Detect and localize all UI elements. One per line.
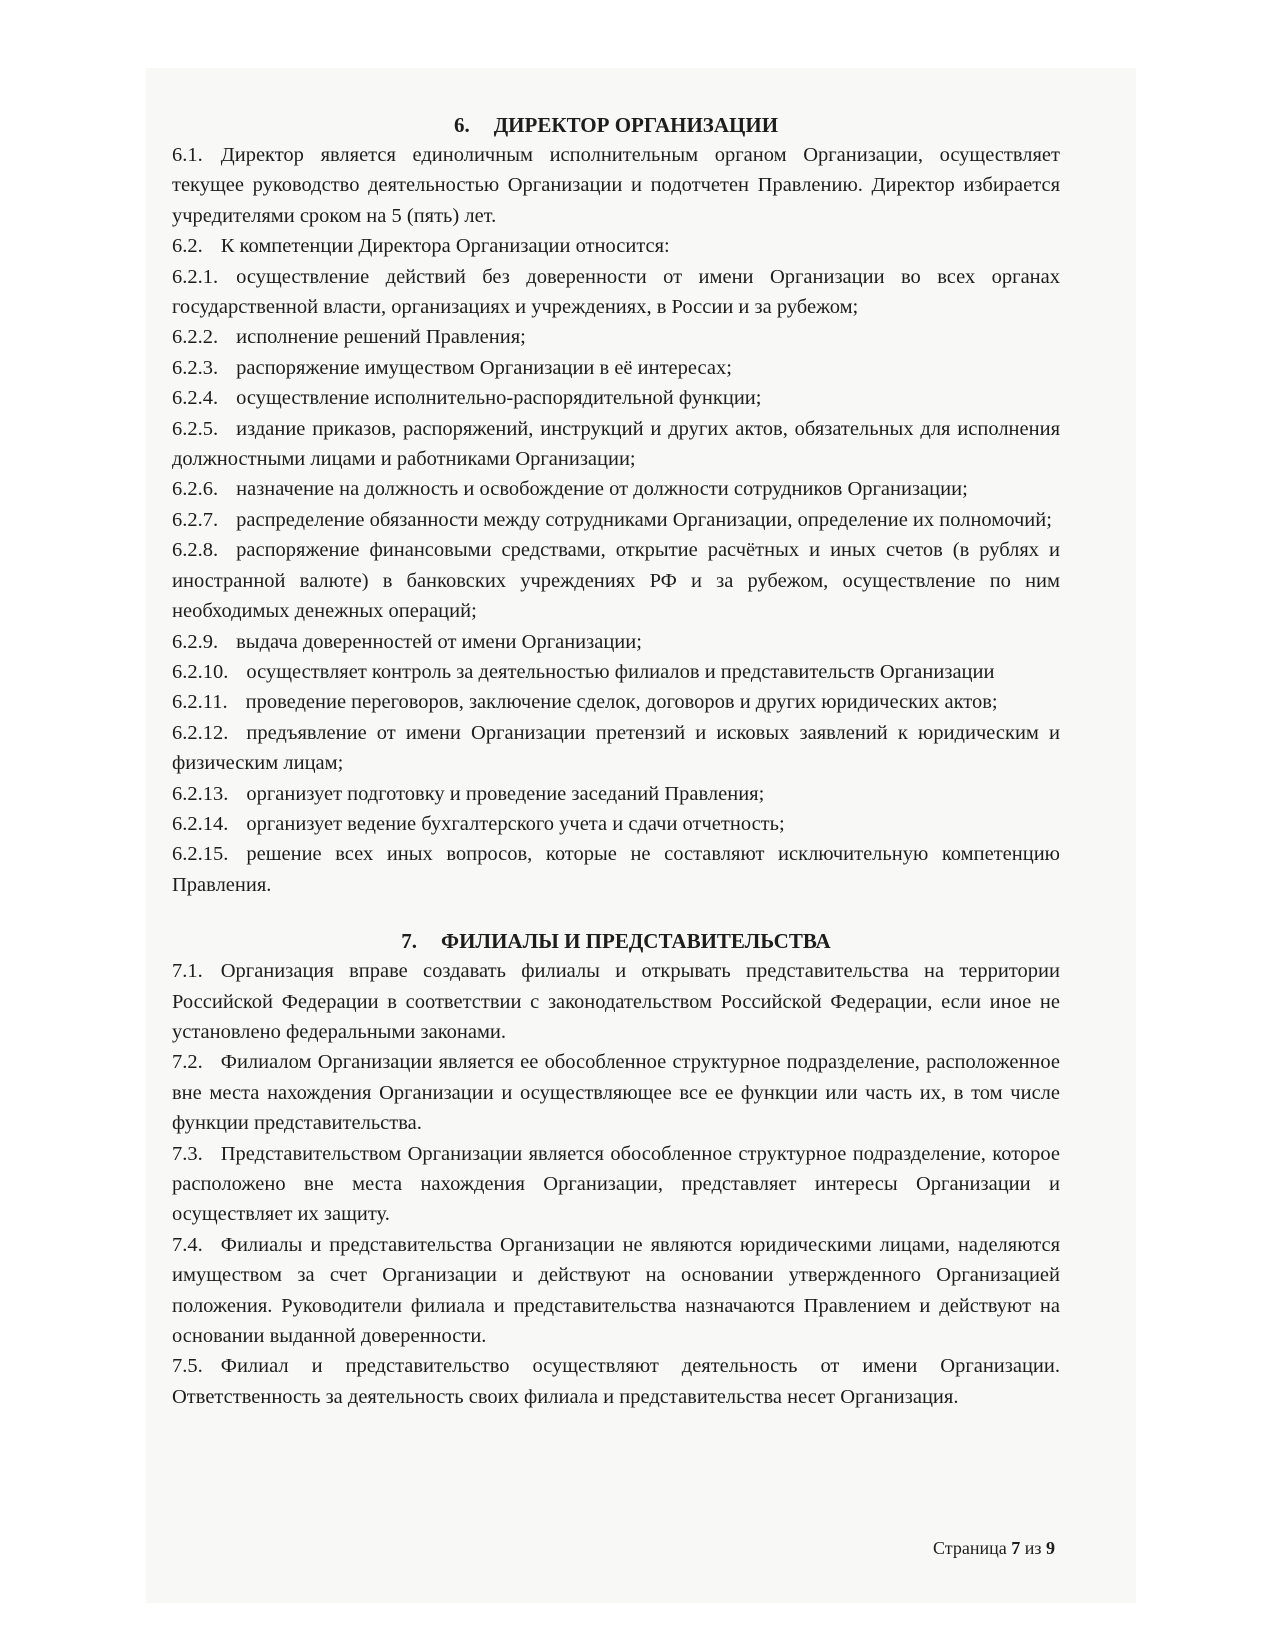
clause-number: 6.2.8. [172, 539, 219, 562]
section-title: ДИРЕКТОР ОРГАНИЗАЦИИ [493, 113, 779, 137]
clause-number: 6.1. [172, 144, 203, 166]
clause-text: назначение на должность и освобождение от должности сотрудников Организации; [236, 478, 968, 501]
clause-number: 6.2.1. [172, 265, 219, 288]
clause [172, 322, 1060, 352]
section-7-body [172, 956, 1060, 1412]
clause-number: 7.1. [172, 960, 203, 983]
clause-number: 6.2.3. [172, 356, 219, 379]
section-number: 7. [401, 929, 418, 954]
clause [172, 140, 1060, 231]
clause-text: осуществление действий без доверенности от имени Организации во всех органах государственной власти, организациях и учреждениях, в России и за рубежом; [172, 265, 1060, 319]
clause-text: К компетенции Директора Организации относится: [220, 235, 670, 258]
clause-text: распределение обязанности между сотрудниками Организации, определение их полномочий; [236, 508, 1052, 531]
clause-text: выдача доверенностей от имени Организации; [236, 630, 642, 653]
clause [172, 535, 1060, 626]
clause-number: 7.3. [172, 1142, 203, 1165]
clause [172, 718, 1060, 779]
clause-number: 6.2.7. [172, 508, 219, 531]
clause-number: 6.2.4. [172, 387, 219, 410]
clause [172, 474, 1060, 504]
clause-text: Директор является единоличным исполнительным органом Организации, осуществляет текущее руководство деятельностью Организации и подотчетен Правлению. Директор избирается учредителями сроком на 5 (пять) лет. [172, 144, 1060, 227]
clause-number: 6.2. [172, 235, 203, 258]
clause-text: распоряжение финансовыми средствами, открытие расчётных и иных счетов (в рублях и иностранной валюте) в банковских учреждениях РФ и за рубежом, осуществление по ним необходимых денежных операций; [172, 539, 1060, 623]
clause [172, 353, 1060, 383]
clause-text: распоряжение имуществом Организации в её интересах; [236, 356, 732, 379]
clause-number: 7.4. [172, 1233, 203, 1256]
clause [172, 1230, 1060, 1352]
clause [172, 779, 1060, 809]
clause-number: 6.2.13. [172, 782, 229, 805]
clause-number: 6.2.6. [172, 478, 219, 501]
page-footer [0, 1538, 1055, 1559]
page-label: Страница [933, 1538, 1007, 1558]
clause-number: 7.2. [172, 1051, 203, 1074]
clause [172, 262, 1060, 323]
clause [172, 1351, 1060, 1412]
clause-text: осуществление исполнительно-распорядительной функции; [236, 387, 762, 410]
clause [172, 809, 1060, 839]
clause-number: 6.2.10. [172, 660, 229, 683]
clause-text: предъявление от имени Организации претензий и исковых заявлений к юридическим и физическим лицам; [172, 721, 1060, 775]
clause-text: организует ведение бухгалтерского учета и сдачи отчетность; [246, 812, 785, 835]
clause [172, 1047, 1060, 1138]
clause-number: 6.2.9. [172, 630, 219, 653]
section-7-heading [172, 926, 1060, 956]
clause [172, 956, 1060, 1047]
clause-number: 6.2.14. [172, 812, 229, 835]
clause-number: 6.2.11. [172, 691, 228, 714]
clause [172, 627, 1060, 657]
clause-text: Филиал и представительство осуществляют деятельность от имени Организации. Ответственность за деятельность своих филиала и представительства несет Организация. [172, 1355, 1060, 1408]
document-body [172, 110, 1060, 1412]
clause-number: 6.2.15. [172, 843, 229, 866]
clause-text: Организация вправе создавать филиалы и открывать представительства на территории Российской Федерации в соответствии с законодательством Российской Федерации, если иное не установлено федеральными законами. [172, 960, 1060, 1043]
section-6-body [172, 140, 1060, 900]
clause [172, 839, 1060, 900]
clause [172, 1139, 1060, 1230]
clause [172, 687, 1060, 717]
page-sep: из [1024, 1538, 1042, 1558]
clause-text: решение всех иных вопросов, которые не составляют исключительную компетенцию Правления. [172, 843, 1060, 896]
clause [172, 657, 1060, 687]
clause-number: 7.5. [172, 1355, 203, 1378]
clause [172, 383, 1060, 413]
clause-text: осуществляет контроль за деятельностью филиалов и представительств Организации [246, 660, 995, 683]
clause-text: Филиалы и представительства Организации не являются юридическими лицами, наделяются имуществом за счет Организации и действуют на основании утвержденного Организацией положения. Руководители филиала и представительства назначаются Правлением и действуют на основании выданной доверенности. [172, 1233, 1060, 1348]
clause [172, 505, 1060, 535]
clause-text: проведение переговоров, заключение сделок, договоров и других юридических актов; [245, 691, 998, 714]
section-6-heading [172, 110, 1060, 140]
clause-text: Представительством Организации является обособленное структурное подразделение, которое расположено вне места нахождения Организации, представляет интересы Организации и осуществляет их защиту. [172, 1142, 1060, 1226]
section-number: 6. [453, 113, 470, 137]
clause [172, 231, 1060, 261]
clause-text: издание приказов, распоряжений, инструкций и других актов, обязательных для исполнения должностными лицами и работниками Организации; [172, 417, 1060, 471]
section-title: ФИЛИАЛЫ И ПРЕДСТАВИТЕЛЬСТВА [441, 929, 831, 954]
clause-number: 6.2.5. [172, 417, 219, 440]
clause-number: 6.2.2. [172, 326, 219, 349]
clause-text: организует подготовку и проведение заседаний Правления; [246, 782, 765, 805]
clause-text: исполнение решений Правления; [236, 326, 526, 349]
clause [172, 414, 1060, 475]
clause-text: Филиалом Организации является ее обособленное структурное подразделение, расположенное вне места нахождения Организации и осуществляющее все ее функции или часть их, в том числе функции представительства. [172, 1051, 1060, 1135]
clause-number: 6.2.12. [172, 721, 229, 744]
page-total: 9 [1046, 1538, 1055, 1558]
page-number: 7 [1011, 1538, 1021, 1558]
